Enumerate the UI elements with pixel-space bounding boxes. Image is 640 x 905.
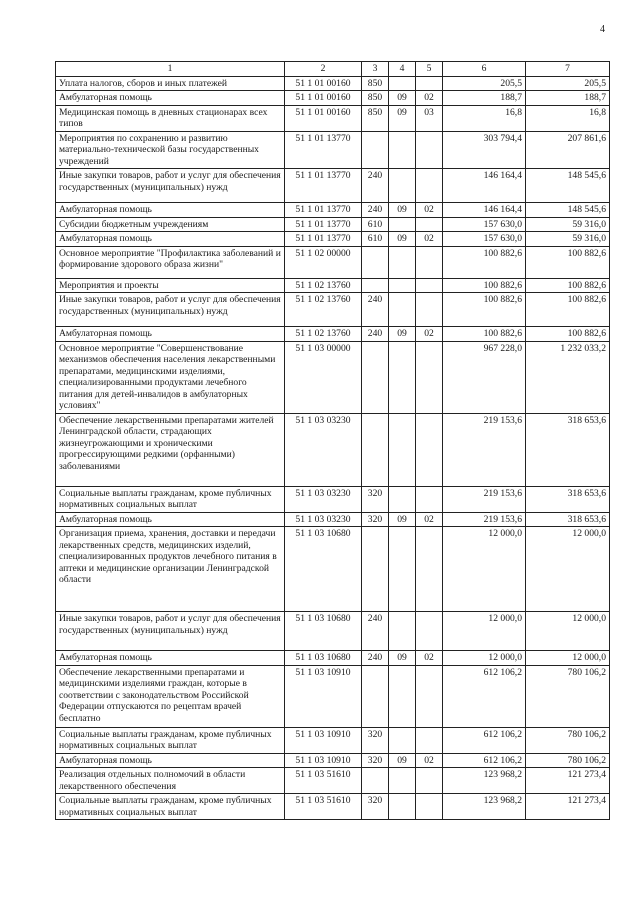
row-section — [389, 486, 416, 512]
row-amount-year2: 12 000,0 — [526, 651, 610, 666]
row-expense-type — [362, 341, 389, 413]
row-expense-type: 610 — [362, 232, 389, 247]
row-amount-year1: 100 882,6 — [443, 293, 526, 327]
row-name: Социальные выплаты гражданам, кроме публичных нормативных социальных выплат — [56, 727, 285, 753]
table-row — [56, 727, 610, 753]
row-code: 51 1 01 13770 — [285, 203, 362, 218]
header-cell: 3 — [362, 62, 389, 77]
row-code: 51 1 01 00160 — [285, 91, 362, 106]
row-amount-year1: 123 968,2 — [443, 768, 526, 794]
row-subsection — [416, 278, 443, 293]
row-name: Обеспечение лекарственными препаратами жителей Ленинградской области, страдающих жизнеугрожающими и хроническими прогрессирующими редкими (орфанными) заболеваниями — [56, 413, 285, 486]
row-name: Амбулаторная помощь — [56, 651, 285, 666]
table-row — [56, 341, 610, 413]
table-row — [56, 651, 610, 666]
row-code: 51 1 03 03230 — [285, 486, 362, 512]
row-section — [389, 278, 416, 293]
row-name: Уплата налогов, сборов и иных платежей — [56, 76, 285, 91]
row-code: 51 1 01 13770 — [285, 232, 362, 247]
row-name: Иные закупки товаров, работ и услуг для обеспечения государственных (муниципальных) нужд — [56, 612, 285, 651]
row-amount-year1: 219 153,6 — [443, 512, 526, 527]
table-row — [56, 293, 610, 327]
row-amount-year1: 12 000,0 — [443, 527, 526, 612]
row-code: 51 1 03 03230 — [285, 512, 362, 527]
row-expense-type: 240 — [362, 203, 389, 218]
row-subsection — [416, 217, 443, 232]
table-row — [56, 768, 610, 794]
row-amount-year2: 121 273,4 — [526, 794, 610, 820]
row-name: Мероприятия и проекты — [56, 278, 285, 293]
row-section — [389, 768, 416, 794]
row-subsection: 02 — [416, 753, 443, 768]
row-section — [389, 794, 416, 820]
row-amount-year1: 100 882,6 — [443, 278, 526, 293]
row-name: Организация приема, хранения, доставки и передачи лекарственных средств, медицинских изделий, специализированных продуктов лечебного питания в аптеки и медицинские организации Ленинградской области — [56, 527, 285, 612]
header-cell: 4 — [389, 62, 416, 77]
row-name: Медицинская помощь в дневных стационарах всех типов — [56, 105, 285, 131]
table-row — [56, 91, 610, 106]
row-subsection — [416, 246, 443, 278]
budget-table — [55, 61, 610, 820]
row-amount-year2: 780 106,2 — [526, 727, 610, 753]
row-expense-type: 850 — [362, 91, 389, 106]
row-amount-year1: 146 164,4 — [443, 169, 526, 203]
row-code: 51 1 03 51610 — [285, 794, 362, 820]
row-section — [389, 131, 416, 169]
row-name: Основное мероприятие "Совершенствование механизмов обеспечения населения лекарственными препаратами, медицинскими изделиями, специализированными продуктами лечебного питания для детей-инвалидов в амбулаторных условиях" — [56, 341, 285, 413]
row-subsection — [416, 727, 443, 753]
row-name: Реализация отдельных полномочий в области лекарственного обеспечения — [56, 768, 285, 794]
row-amount-year1: 157 630,0 — [443, 217, 526, 232]
header-cell: 7 — [526, 62, 610, 77]
row-section — [389, 413, 416, 486]
row-name: Амбулаторная помощь — [56, 232, 285, 247]
row-section — [389, 665, 416, 727]
table-row — [56, 76, 610, 91]
row-name: Иные закупки товаров, работ и услуг для обеспечения государственных (муниципальных) нужд — [56, 169, 285, 203]
row-expense-type: 320 — [362, 727, 389, 753]
row-name: Амбулаторная помощь — [56, 327, 285, 342]
row-subsection — [416, 527, 443, 612]
row-code: 51 1 03 10910 — [285, 665, 362, 727]
table-row — [56, 794, 610, 820]
row-expense-type: 320 — [362, 794, 389, 820]
header-cell: 2 — [285, 62, 362, 77]
row-code: 51 1 03 10680 — [285, 651, 362, 666]
row-expense-type: 240 — [362, 651, 389, 666]
header-cell: 1 — [56, 62, 285, 77]
table-row — [56, 232, 610, 247]
row-expense-type: 320 — [362, 512, 389, 527]
row-amount-year2: 780 106,2 — [526, 753, 610, 768]
row-amount-year1: 16,8 — [443, 105, 526, 131]
table-row — [56, 169, 610, 203]
row-amount-year2: 318 653,6 — [526, 512, 610, 527]
row-expense-type — [362, 246, 389, 278]
row-name: Субсидии бюджетным учреждениям — [56, 217, 285, 232]
row-code: 51 1 01 13770 — [285, 217, 362, 232]
row-amount-year1: 612 106,2 — [443, 753, 526, 768]
row-name: Амбулаторная помощь — [56, 753, 285, 768]
table-row — [56, 612, 610, 651]
row-amount-year2: 148 545,6 — [526, 169, 610, 203]
row-section — [389, 76, 416, 91]
row-amount-year1: 100 882,6 — [443, 246, 526, 278]
row-expense-type: 320 — [362, 753, 389, 768]
row-amount-year1: 12 000,0 — [443, 651, 526, 666]
row-expense-type: 850 — [362, 76, 389, 91]
row-section — [389, 612, 416, 651]
row-name: Амбулаторная помощь — [56, 91, 285, 106]
table-row — [56, 131, 610, 169]
table-row — [56, 486, 610, 512]
row-section: 09 — [389, 327, 416, 342]
row-code: 51 1 03 10910 — [285, 753, 362, 768]
row-subsection: 02 — [416, 232, 443, 247]
table-row — [56, 512, 610, 527]
row-subsection — [416, 76, 443, 91]
row-amount-year2: 188,7 — [526, 91, 610, 106]
table-row — [56, 203, 610, 218]
row-expense-type: 240 — [362, 612, 389, 651]
row-expense-type — [362, 413, 389, 486]
row-subsection — [416, 486, 443, 512]
row-amount-year1: 146 164,4 — [443, 203, 526, 218]
row-expense-type: 850 — [362, 105, 389, 131]
row-amount-year2: 148 545,6 — [526, 203, 610, 218]
row-code: 51 1 03 10910 — [285, 727, 362, 753]
row-amount-year2: 100 882,6 — [526, 293, 610, 327]
row-subsection: 02 — [416, 91, 443, 106]
row-subsection — [416, 169, 443, 203]
row-subsection: 02 — [416, 327, 443, 342]
row-amount-year1: 219 153,6 — [443, 486, 526, 512]
page-number: 4 — [600, 24, 605, 35]
table-row — [56, 105, 610, 131]
row-code: 51 1 01 00160 — [285, 105, 362, 131]
row-code: 51 1 01 13770 — [285, 169, 362, 203]
row-name: Мероприятия по сохранению и развитию материально-технической базы государственных учреждений — [56, 131, 285, 169]
row-amount-year2: 100 882,6 — [526, 327, 610, 342]
row-name: Социальные выплаты гражданам, кроме публичных нормативных социальных выплат — [56, 794, 285, 820]
row-subsection — [416, 768, 443, 794]
row-code: 51 1 03 10680 — [285, 612, 362, 651]
row-section — [389, 217, 416, 232]
row-expense-type: 240 — [362, 169, 389, 203]
row-amount-year2: 318 653,6 — [526, 413, 610, 486]
header-cell: 6 — [443, 62, 526, 77]
row-amount-year1: 157 630,0 — [443, 232, 526, 247]
row-subsection — [416, 665, 443, 727]
row-amount-year1: 219 153,6 — [443, 413, 526, 486]
row-subsection — [416, 794, 443, 820]
row-section — [389, 169, 416, 203]
row-section — [389, 727, 416, 753]
table-row — [56, 665, 610, 727]
row-amount-year1: 100 882,6 — [443, 327, 526, 342]
row-section: 09 — [389, 651, 416, 666]
row-amount-year2: 780 106,2 — [526, 665, 610, 727]
row-amount-year1: 188,7 — [443, 91, 526, 106]
row-section: 09 — [389, 753, 416, 768]
row-expense-type — [362, 131, 389, 169]
row-code: 51 1 03 03230 — [285, 413, 362, 486]
row-expense-type: 240 — [362, 327, 389, 342]
row-subsection — [416, 612, 443, 651]
row-expense-type — [362, 768, 389, 794]
row-name: Амбулаторная помощь — [56, 203, 285, 218]
table-row — [56, 753, 610, 768]
row-amount-year1: 205,5 — [443, 76, 526, 91]
row-amount-year2: 12 000,0 — [526, 612, 610, 651]
row-amount-year2: 100 882,6 — [526, 278, 610, 293]
table-row — [56, 327, 610, 342]
row-name: Социальные выплаты гражданам, кроме публичных нормативных социальных выплат — [56, 486, 285, 512]
row-section: 09 — [389, 105, 416, 131]
row-amount-year2: 59 316,0 — [526, 232, 610, 247]
row-name: Амбулаторная помощь — [56, 512, 285, 527]
row-amount-year2: 205,5 — [526, 76, 610, 91]
row-amount-year1: 967 228,0 — [443, 341, 526, 413]
row-amount-year1: 12 000,0 — [443, 612, 526, 651]
row-subsection: 02 — [416, 203, 443, 218]
row-name: Основное мероприятие "Профилактика заболеваний и формирование здорового образа жизни" — [56, 246, 285, 278]
row-subsection: 02 — [416, 512, 443, 527]
row-section — [389, 293, 416, 327]
row-amount-year1: 303 794,4 — [443, 131, 526, 169]
row-amount-year1: 612 106,2 — [443, 665, 526, 727]
table-row — [56, 278, 610, 293]
row-amount-year2: 16,8 — [526, 105, 610, 131]
row-section — [389, 527, 416, 612]
header-row — [56, 62, 610, 77]
row-expense-type — [362, 278, 389, 293]
row-section: 09 — [389, 203, 416, 218]
row-expense-type — [362, 527, 389, 612]
row-subsection: 03 — [416, 105, 443, 131]
row-code: 51 1 03 51610 — [285, 768, 362, 794]
row-section: 09 — [389, 232, 416, 247]
table-row — [56, 217, 610, 232]
row-amount-year2: 207 861,6 — [526, 131, 610, 169]
table-row — [56, 246, 610, 278]
row-expense-type: 320 — [362, 486, 389, 512]
row-section: 09 — [389, 91, 416, 106]
table-row — [56, 527, 610, 612]
row-amount-year1: 123 968,2 — [443, 794, 526, 820]
row-code: 51 1 03 10680 — [285, 527, 362, 612]
row-name: Иные закупки товаров, работ и услуг для обеспечения государственных (муниципальных) нужд — [56, 293, 285, 327]
row-code: 51 1 01 00160 — [285, 76, 362, 91]
row-amount-year2: 121 273,4 — [526, 768, 610, 794]
row-amount-year2: 318 653,6 — [526, 486, 610, 512]
row-code: 51 1 01 13770 — [285, 131, 362, 169]
row-code: 51 1 02 13760 — [285, 278, 362, 293]
row-subsection — [416, 293, 443, 327]
row-amount-year2: 12 000,0 — [526, 527, 610, 612]
table-row — [56, 413, 610, 486]
row-subsection — [416, 341, 443, 413]
row-subsection — [416, 413, 443, 486]
row-code: 51 1 03 00000 — [285, 341, 362, 413]
row-expense-type — [362, 665, 389, 727]
row-subsection — [416, 131, 443, 169]
row-code: 51 1 02 13760 — [285, 293, 362, 327]
row-amount-year2: 1 232 033,2 — [526, 341, 610, 413]
row-subsection: 02 — [416, 651, 443, 666]
table-body — [56, 76, 610, 820]
row-amount-year1: 612 106,2 — [443, 727, 526, 753]
header-cell: 5 — [416, 62, 443, 77]
row-code: 51 1 02 13760 — [285, 327, 362, 342]
row-expense-type: 610 — [362, 217, 389, 232]
row-section: 09 — [389, 512, 416, 527]
row-amount-year2: 59 316,0 — [526, 217, 610, 232]
row-amount-year2: 100 882,6 — [526, 246, 610, 278]
row-section — [389, 246, 416, 278]
row-name: Обеспечение лекарственными препаратами и медицинскими изделиями граждан, которые в соответствии с законодательством Российской Федерации отпускаются по рецептам врачей бесплатно — [56, 665, 285, 727]
row-section — [389, 341, 416, 413]
row-code: 51 1 02 00000 — [285, 246, 362, 278]
row-expense-type: 240 — [362, 293, 389, 327]
